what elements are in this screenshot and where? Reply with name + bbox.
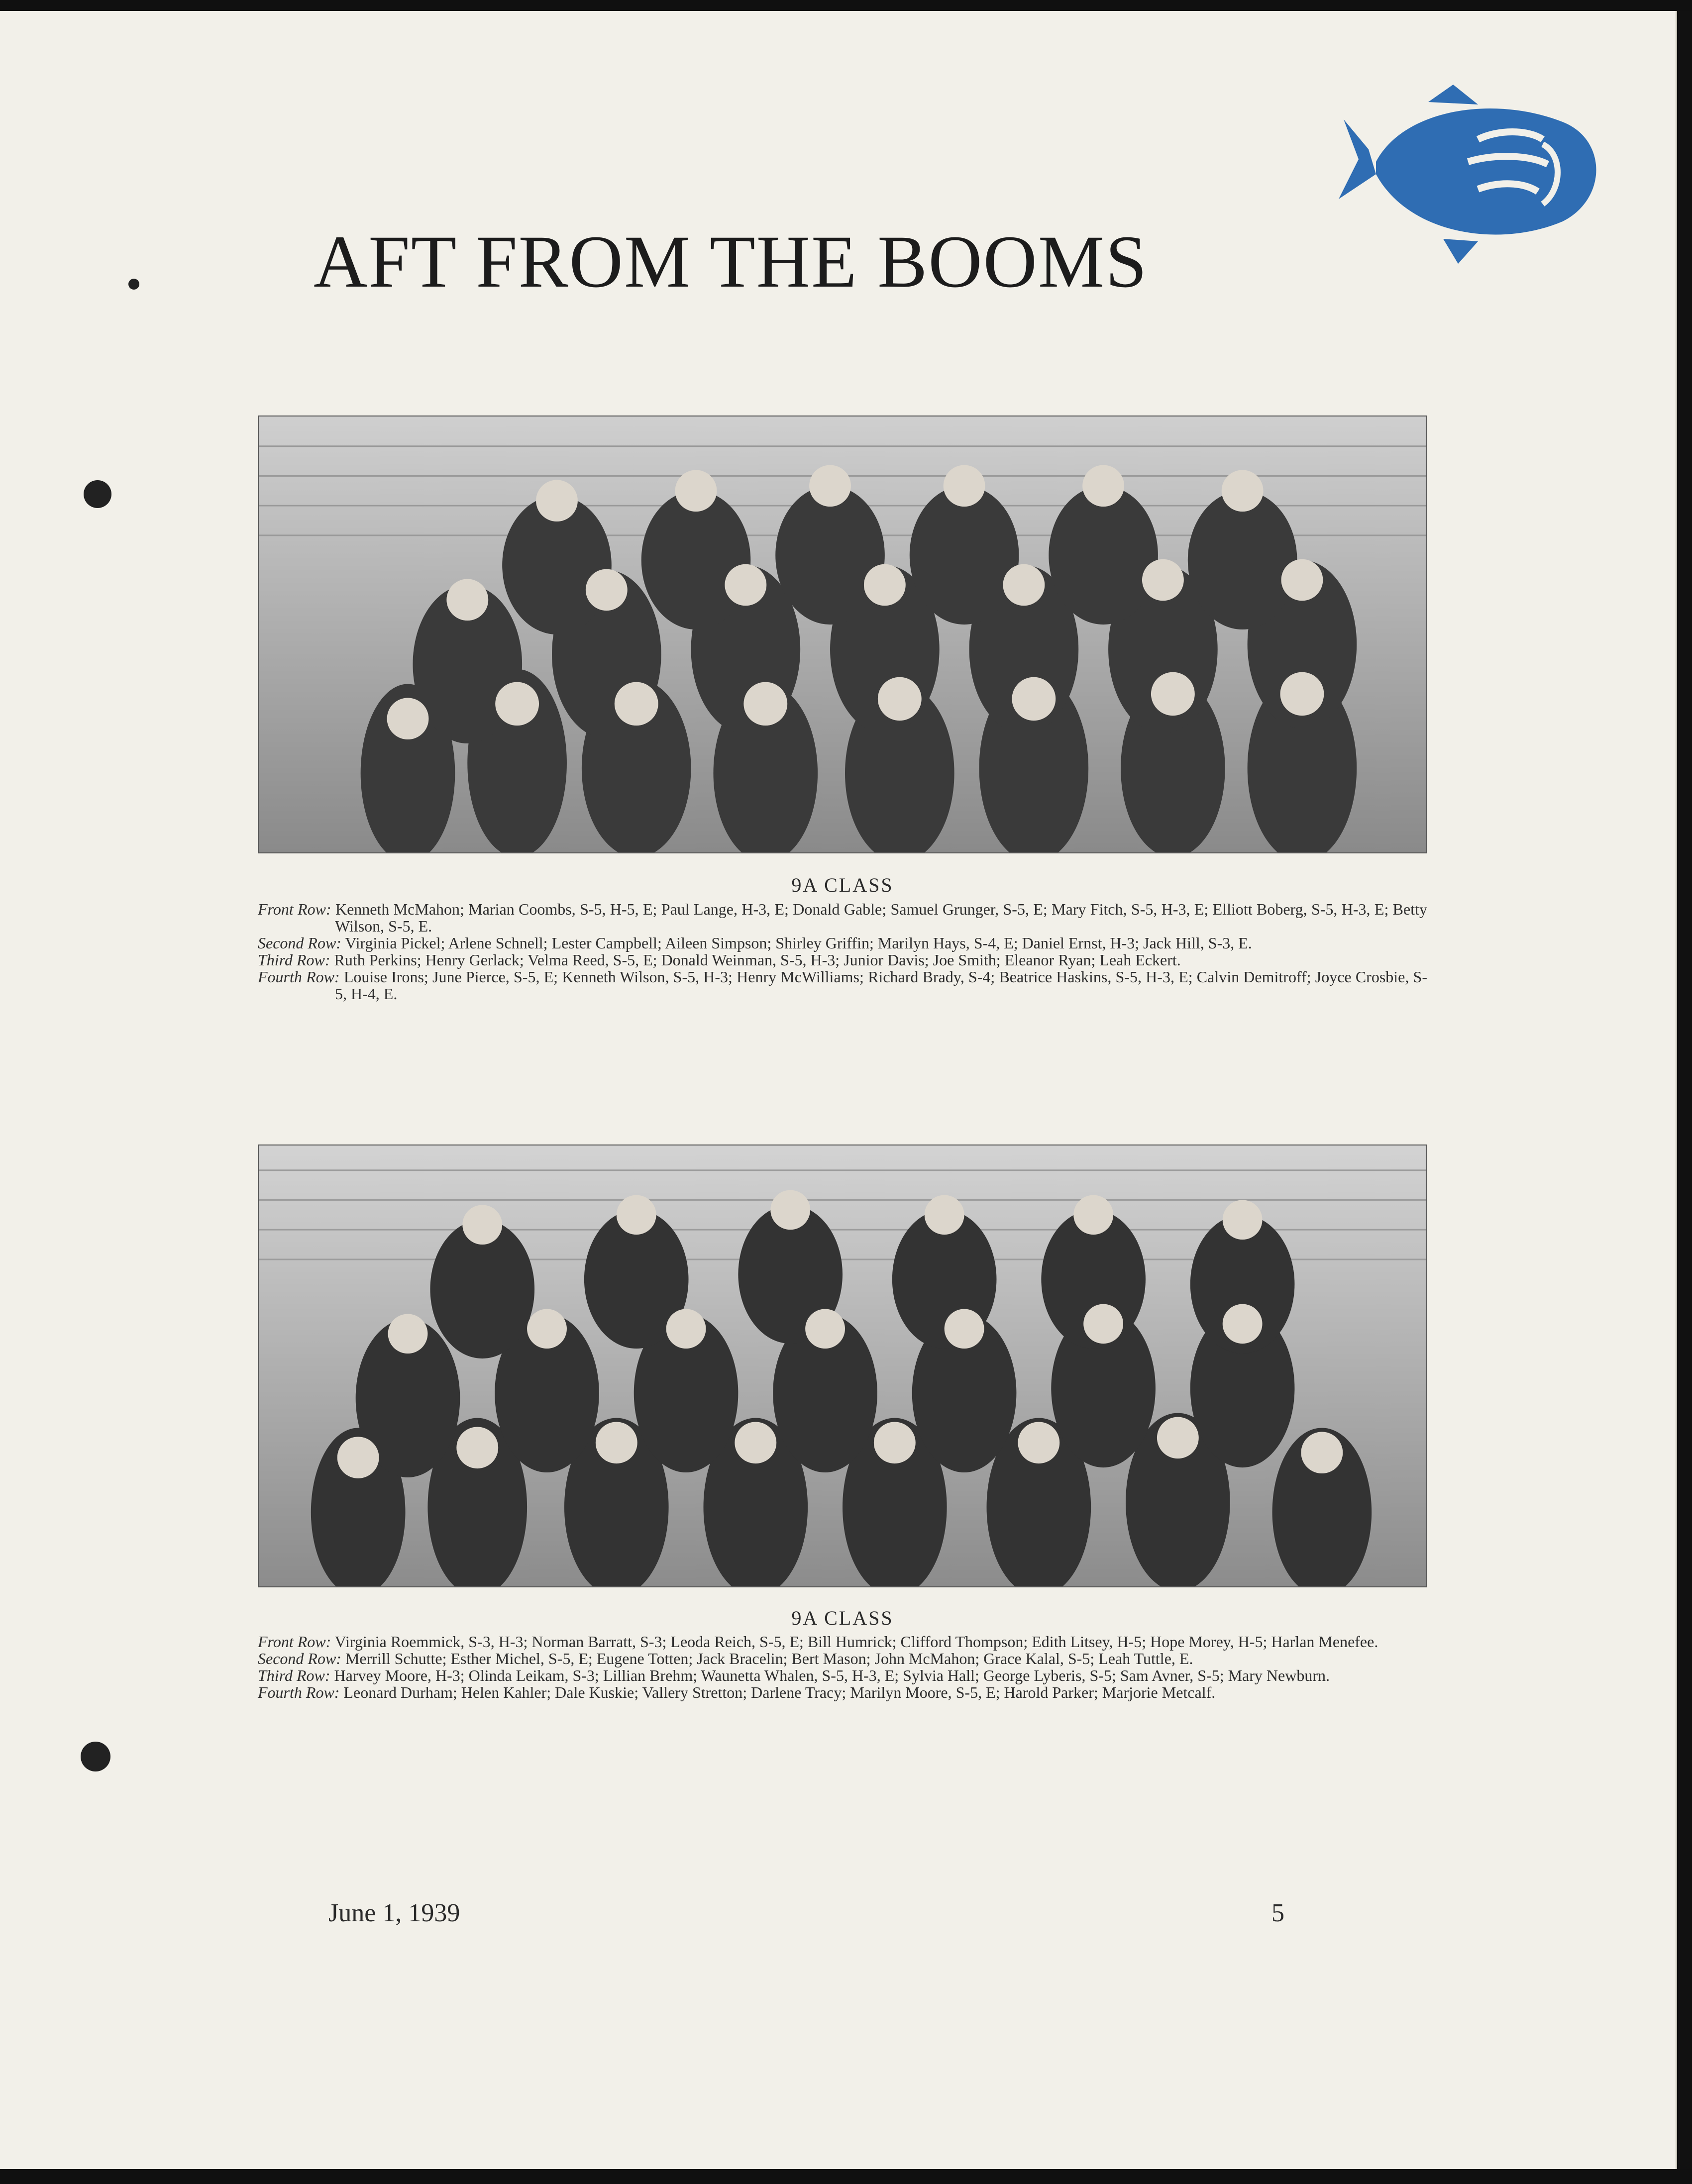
caption-row (258, 935, 1427, 951)
row-label: Third Row: (258, 1666, 330, 1684)
fish-logo-icon (1329, 75, 1627, 274)
caption-row (258, 1650, 1427, 1667)
row-names: Virginia Roemmick, S-3, H-3; Norman Barratt, S-3; Leoda Reich, S-5, E; Bill Humrick; Clifford Thompson; Edith Litsey, H-5; Hope Morey, H-5; Harlan Menefee. (334, 1633, 1378, 1651)
row-names: Merrill Schutte; Esther Michel, S-5, E; Eugene Totten; Jack Bracelin; Bert Mason; John McMahon; Grace Kalal, S-5; Leah Tuttle, E. (345, 1650, 1193, 1667)
scan-border-bottom (0, 2169, 1692, 2184)
row-names: Kenneth McMahon; Marian Coombs, S-5, H-5, E; Paul Lange, H-3, E; Donald Gable; Samuel Grunger, S-5, E; Mary Fitch, S-5, H-3, E; Elliott Boberg, S-5, H-3, E; Betty Wilson, S-5, E. (335, 900, 1428, 935)
footer-date: June 1, 1939 (328, 1899, 460, 1927)
row-names: Ruth Perkins; Henry Gerlack; Velma Reed, S-5, E; Donald Weinman, S-5, H-3; Junior Davis; Joe Smith; Eleanor Ryan; Leah Eckert. (334, 951, 1181, 969)
row-label: Second Row: (258, 934, 341, 952)
caption-1 (258, 901, 1427, 1002)
row-label: Front Row: (258, 900, 331, 918)
punch-hole (81, 1742, 110, 1771)
caption-2 (258, 1633, 1427, 1701)
caption-row (258, 951, 1427, 968)
row-label: Fourth Row: (258, 1683, 340, 1701)
row-label: Second Row: (258, 1650, 341, 1667)
punch-hole (84, 480, 111, 508)
caption-row (258, 1684, 1427, 1701)
row-names: Virginia Pickel; Arlene Schnell; Lester Campbell; Aileen Simpson; Shirley Griffin; Marilyn Hays, S-4, E; Daniel Ernst, H-3; Jack Hill, S-3, E. (345, 934, 1252, 952)
caption-row (258, 1633, 1427, 1650)
caption-title-1: 9A CLASS (791, 874, 894, 896)
row-label: Front Row: (258, 1633, 331, 1651)
row-label: Fourth Row: (258, 968, 340, 986)
caption-row (258, 901, 1427, 935)
page-number: 5 (1271, 1899, 1284, 1927)
row-names: Louise Irons; June Pierce, S-5, E; Kenneth Wilson, S-5, H-3; Henry McWilliams; Richard Brady, S-4; Beatrice Haskins, S-5, H-3, E; Calvin Demitroff; Joyce Crosbie, S-5, H-4, E. (335, 968, 1428, 1003)
class-photo-2 (258, 1144, 1427, 1587)
caption-title-2: 9A CLASS (791, 1607, 894, 1629)
caption-row (258, 968, 1427, 1002)
row-label: Third Row: (258, 951, 330, 969)
caption-row (258, 1667, 1427, 1684)
row-names: Harvey Moore, H-3; Olinda Leikam, S-3; Lillian Brehm; Waunetta Whalen, S-5, H-3, E; Sylvia Hall; George Lyberis, S-5; Sam Avner, S-5; Mary Newburn. (334, 1666, 1330, 1684)
scan-border-top (0, 0, 1692, 11)
class-photo-1 (258, 416, 1427, 853)
page-title: AFT FROM THE BOOMS (314, 220, 1148, 303)
row-names: Leonard Durham; Helen Kahler; Dale Kuskie; Vallery Stretton; Darlene Tracy; Marilyn Moore, S-5, E; Harold Parker; Marjorie Metcalf. (343, 1683, 1216, 1701)
punch-mark (128, 279, 139, 290)
